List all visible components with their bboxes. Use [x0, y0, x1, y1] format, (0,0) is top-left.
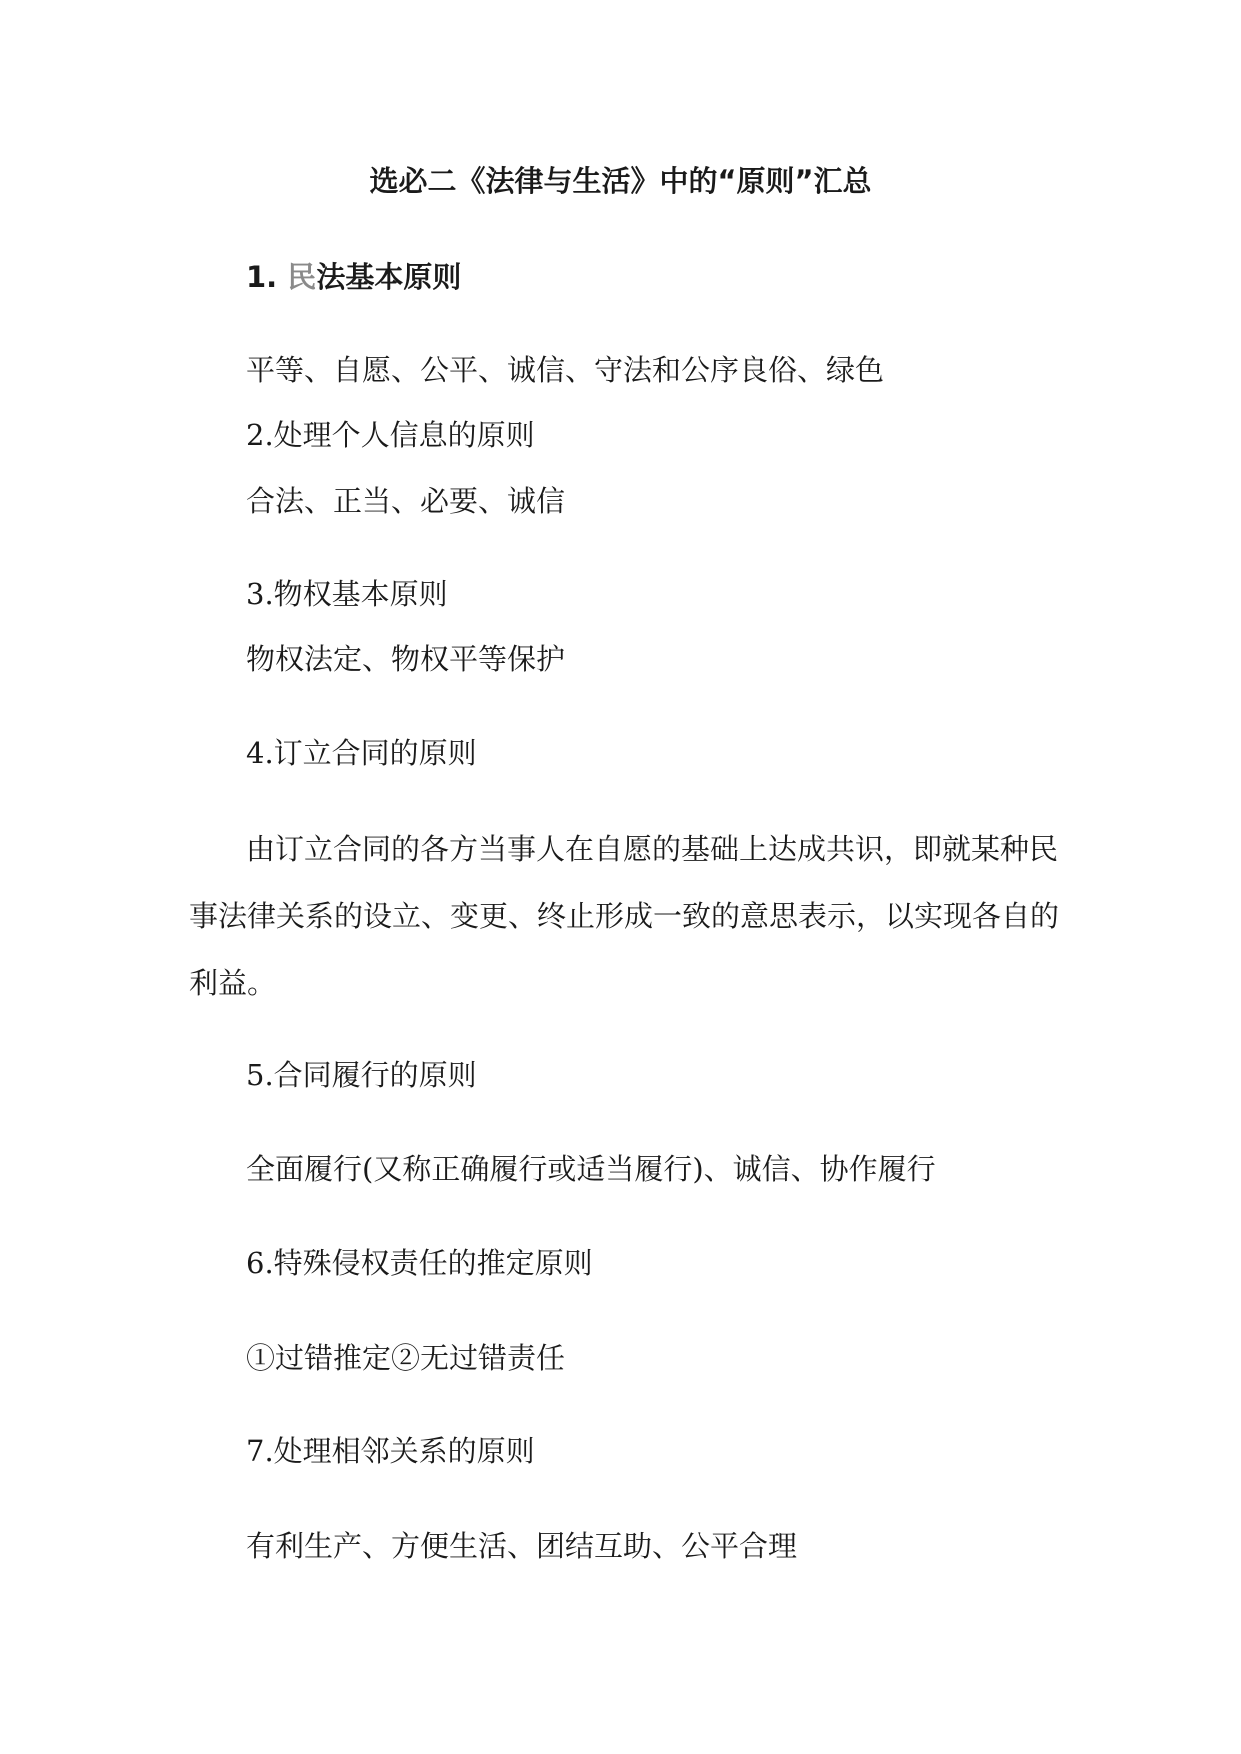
section-4-content-line-1: 由订立合同的各方当事人在自愿的基础上达成共识，即就某种民 — [246, 832, 1059, 866]
section-5-heading: 5.合同履行的原则 — [246, 1058, 477, 1092]
section-6-heading: 6.特殊侵权责任的推定原则 — [246, 1246, 593, 1280]
section-4-content-line-2: 事法律关系的设立、变更、终止形成一致的意思表示，以实现各自的 — [189, 899, 1060, 933]
section-4-heading: 4.订立合同的原则 — [246, 736, 477, 770]
section-1-faint-char: 民 — [287, 260, 317, 294]
section-5-content: 全面履行(又称正确履行或适当履行)、诚信、协作履行 — [246, 1152, 936, 1186]
section-1-number: 1. — [246, 260, 288, 294]
section-4-content-line-3: 利益。 — [189, 966, 277, 1000]
section-1-heading — [246, 257, 461, 297]
section-3-heading: 3.物权基本原则 — [246, 577, 448, 611]
section-1-content: 平等、自愿、公平、诚信、守法和公序良俗、绿色 — [246, 353, 885, 387]
section-1-heading-text: 法基本原则 — [316, 260, 462, 294]
section-6-content: ①过错推定②无过错责任 — [246, 1341, 566, 1375]
section-3-content: 物权法定、物权平等保护 — [246, 642, 566, 676]
section-2-content: 合法、正当、必要、诚信 — [246, 484, 566, 518]
section-2-heading: 2.处理个人信息的原则 — [246, 418, 535, 452]
document-title: 选必二《法律与生活》中的“原则”汇总 — [369, 164, 872, 198]
section-7-content: 有利生产、方便生活、团结互助、公平合理 — [246, 1529, 798, 1563]
section-7-heading: 7.处理相邻关系的原则 — [246, 1434, 535, 1468]
